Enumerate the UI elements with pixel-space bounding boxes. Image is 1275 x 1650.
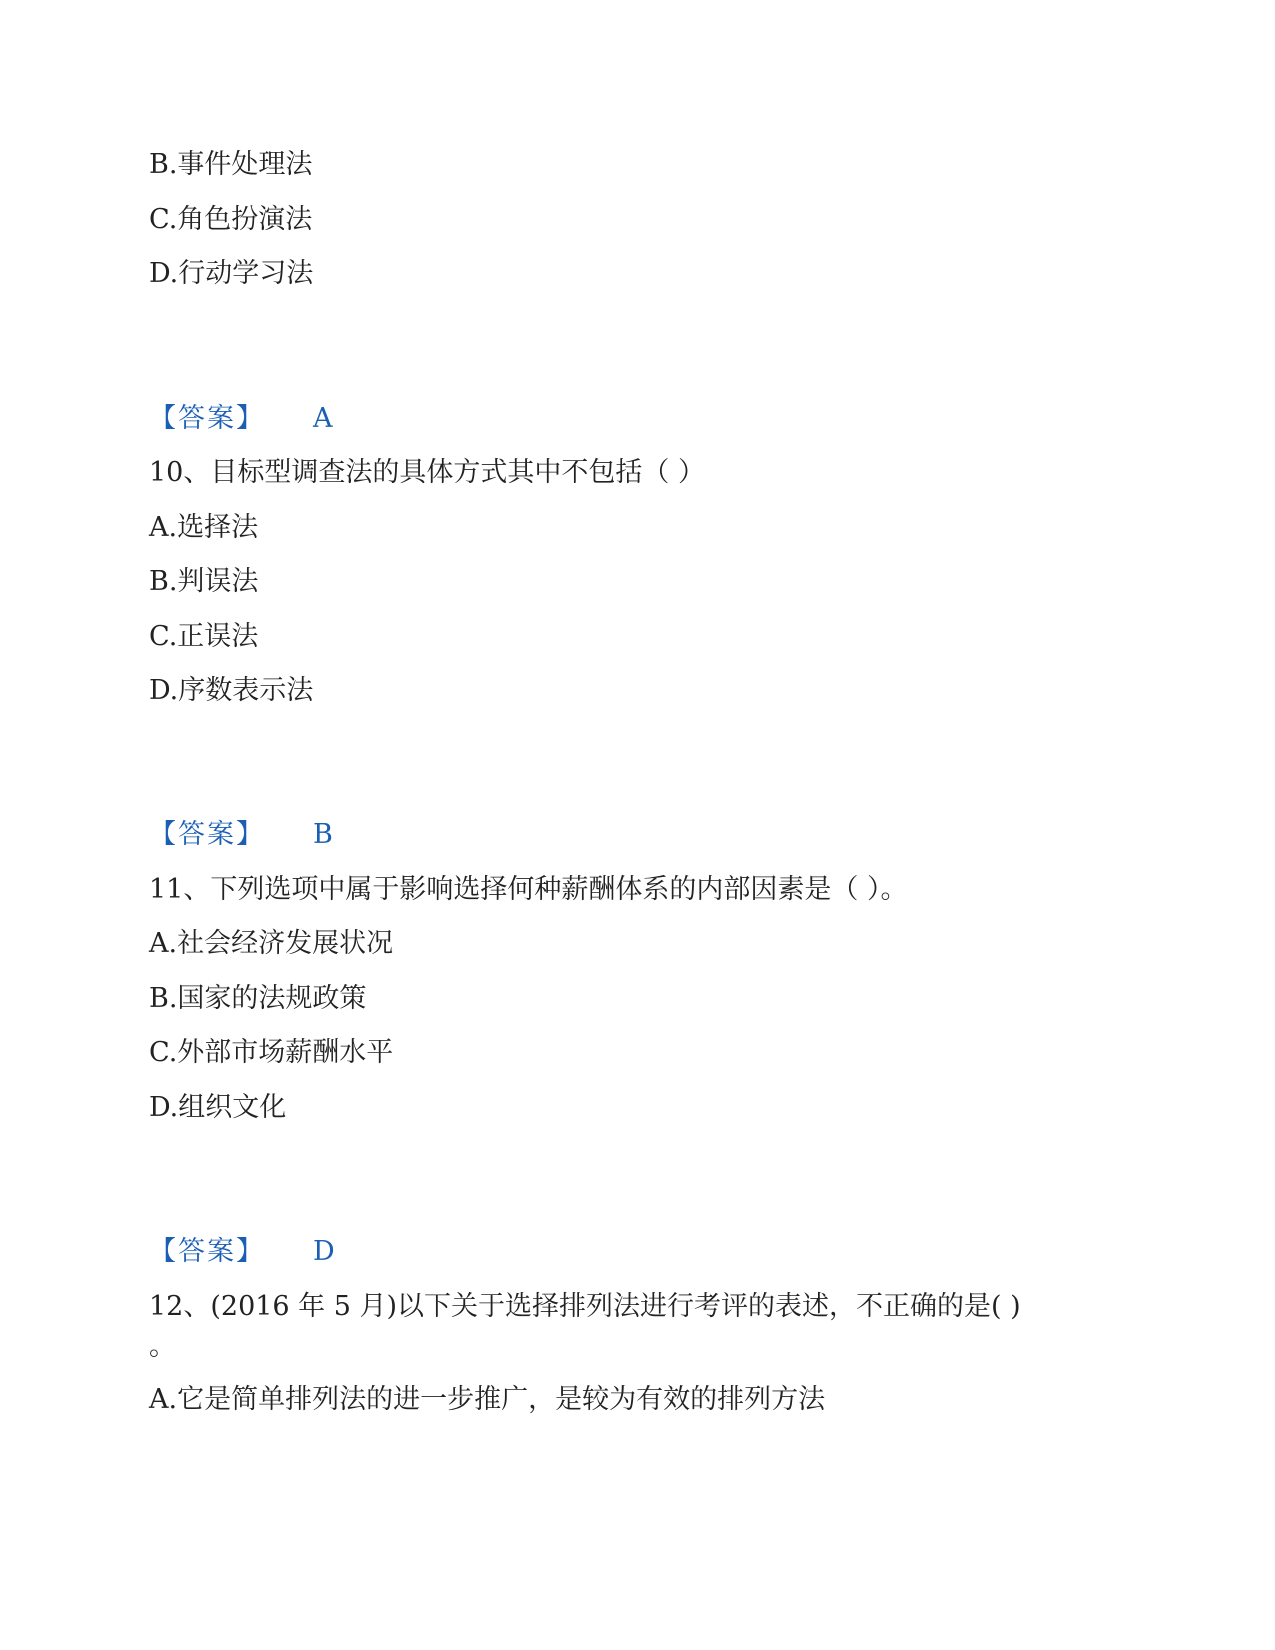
q9-option-c: C.角色扮演法 bbox=[149, 204, 313, 235]
q10-question: 10、目标型调查法的具体方式其中不包括（ ） bbox=[149, 457, 705, 488]
q9-option-b: B.事件处理法 bbox=[149, 149, 313, 180]
q11-answer-label: 【答案】 bbox=[149, 1236, 265, 1267]
q11-option-d: D.组织文化 bbox=[149, 1092, 287, 1123]
q11-question: 11、下列选项中属于影响选择何种薪酬体系的内部因素是（ ）。 bbox=[149, 874, 908, 905]
q10-option-c: C.正误法 bbox=[149, 621, 259, 652]
q10-answer-label: 【答案】 bbox=[149, 819, 265, 850]
q11-answer-value: D bbox=[313, 1236, 335, 1267]
q11-option-a: A.社会经济发展状况 bbox=[149, 928, 394, 959]
q10-option-a: A.选择法 bbox=[149, 512, 259, 543]
q12-question-line1: 12、(2016 年 5 月)以下关于选择排列法进行考评的表述，不正确的是( ) bbox=[149, 1291, 1021, 1322]
q9-option-d: D.行动学习法 bbox=[149, 258, 314, 289]
q9-answer bbox=[149, 402, 333, 436]
q12-question-line2: 。 bbox=[149, 1331, 176, 1362]
q10-option-b: B.判误法 bbox=[149, 566, 259, 597]
q10-option-d: D.序数表示法 bbox=[149, 675, 314, 706]
q11-option-b: B.国家的法规政策 bbox=[149, 983, 367, 1014]
q10-answer-value: B bbox=[313, 819, 333, 850]
q12-option-a: A.它是简单排列法的进一步推广，是较为有效的排列方法 bbox=[149, 1384, 826, 1415]
q11-answer bbox=[149, 1235, 335, 1269]
q11-option-c: C.外部市场薪酬水平 bbox=[149, 1037, 394, 1068]
q9-answer-value: A bbox=[313, 403, 333, 434]
q10-answer bbox=[149, 818, 333, 852]
q9-answer-label: 【答案】 bbox=[149, 403, 265, 434]
